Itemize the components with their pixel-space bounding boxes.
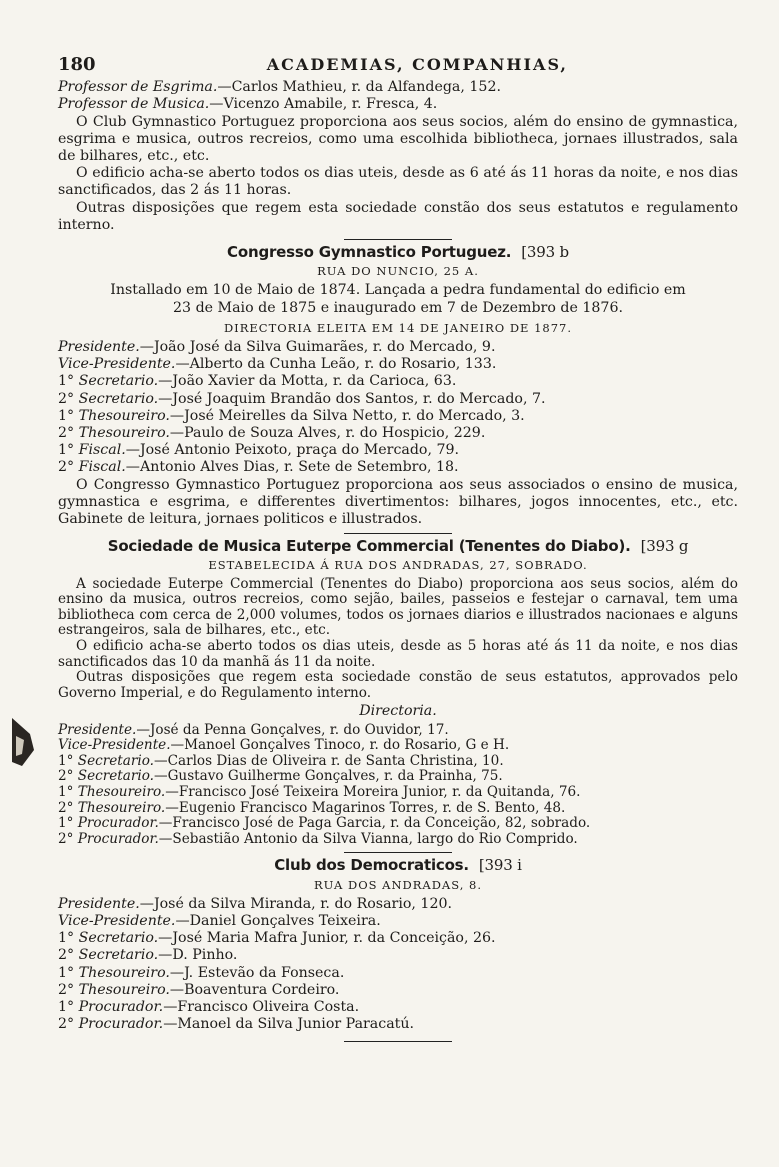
officer-line: 1° Secretario.—João Xavier da Motta, r. da Carioca, 63. bbox=[58, 373, 457, 390]
officer-line: 1° Secretario.—Carlos Dias de Oliveira r. de Santa Christina, 10. bbox=[58, 752, 504, 769]
officer-line: Vice-Presidente.—Manoel Gonçalves Tinoco, r. do Rosario, G e H. bbox=[58, 737, 510, 754]
section-title: Club dos Democraticos. [393 i bbox=[274, 856, 522, 875]
section-code: [393 g bbox=[640, 537, 689, 556]
install-line: Installado em 10 de Maio de 1874. Lançada a pedra fundamental do edificio em bbox=[110, 282, 686, 299]
officer-line: 1° Procurador.—Francisco Oliveira Costa. bbox=[58, 999, 360, 1016]
officer-line: 1° Secretario.—José Maria Mafra Junior, r. da Conceição, 26. bbox=[58, 930, 496, 947]
section-divider bbox=[344, 1041, 452, 1042]
officer-line: 2° Secretario.—José Joaquim Brandão dos Santos, r. do Mercado, 7. bbox=[58, 390, 546, 407]
officer-line: 2° Thesoureiro.—Boaventura Cordeiro. bbox=[58, 981, 340, 998]
paragraph: O Club Gymnastico Portuguez proporciona aos seus socios, além do ensino de gymnastica, esgrima e musica, outros recreios, como uma escolhida bibliotheca, jornaes illustrados, sala de bilhares, etc., etc. bbox=[58, 113, 738, 165]
officer-line: 1° Fiscal.—José Antonio Peixoto, praça do Mercado, 79. bbox=[58, 442, 460, 459]
section-euterpe bbox=[58, 538, 738, 847]
section-address: RUA DOS ANDRADAS, 8. bbox=[314, 877, 482, 892]
page-header bbox=[58, 56, 738, 73]
section-title: Sociedade de Musica Euterpe Commercial (Tenentes do Diabo). [393 g bbox=[107, 537, 689, 556]
paragraph: O Congresso Gymnastico Portuguez proporciona aos seus associados o ensino de musica, gymnastica e esgrima, e differentes divertimentos: bilhares, jogos innocentes, etc., etc. Gabinete de leitura, jornaes politicos e illustrados. bbox=[58, 476, 738, 528]
section-code: [393 i bbox=[478, 856, 522, 875]
officer-list bbox=[58, 896, 738, 1034]
paragraph: O edificio acha-se aberto todos os dias uteis, desde as 6 até ás 11 horas da noite, e nos dias sanctificados, das 2 ás 11 horas. bbox=[58, 165, 738, 199]
officer-line: 2° Thesoureiro.—Paulo de Souza Alves, r. do Hospicio, 229. bbox=[58, 425, 486, 442]
section-congresso bbox=[58, 244, 738, 528]
officer-line: 1° Thesoureiro.—José Meirelles da Silva Netto, r. do Mercado, 3. bbox=[58, 407, 525, 424]
section-title: Congresso Gymnastico Portuguez. [393 b bbox=[227, 243, 569, 262]
section-divider bbox=[344, 533, 452, 534]
paragraph: O edificio acha-se aberto todos os dias uteis, desde as 5 horas até ás 11 da noite, e nos dias sanctificados das 10 da manhã ás 11 da noite. bbox=[58, 638, 738, 670]
officer-list bbox=[58, 723, 738, 848]
officer-line: 2° Secretario.—Gustavo Guilherme Gonçalves, r. da Prainha, 75. bbox=[58, 768, 503, 785]
running-title: ACADEMIAS, COMPANHIAS, bbox=[266, 55, 568, 74]
book-page bbox=[58, 56, 738, 1046]
officer-line: 1° Thesoureiro.—Francisco José Teixeira Moreira Junior, r. da Quitanda, 76. bbox=[58, 784, 581, 801]
officer-line: 2° Procurador.—Manoel da Silva Junior Paracatú. bbox=[58, 1016, 415, 1033]
officer-line: Presidente.—José da Penna Gonçalves, r. do Ouvidor, 17. bbox=[58, 721, 449, 738]
board-heading: DIRECTORIA ELEITA EM 14 DE JANEIRO DE 1877. bbox=[223, 320, 573, 335]
officer-line: Presidente.—José da Silva Miranda, r. do Rosario, 120. bbox=[58, 895, 453, 912]
officer-line: Presidente.—João José da Silva Guimarães, r. do Mercado, 9. bbox=[58, 339, 496, 356]
officer-line: 2° Fiscal.—Antonio Alves Dias, r. Sete de Setembro, 18. bbox=[58, 459, 459, 476]
officer-line: 1° Thesoureiro.—J. Estevão da Fonseca. bbox=[58, 964, 345, 981]
officer-line: 2° Procurador.—Sebastião Antonio da Silva Vianna, largo do Rio Comprido. bbox=[58, 830, 578, 847]
officer-list bbox=[58, 339, 738, 477]
section-address: RUA DO NUNCIO, 25 A. bbox=[317, 264, 479, 279]
paragraph: Outras disposições que regem esta sociedade constão de seus estatutos, approvados pelo Governo Imperial, e do Regulamento interno. bbox=[58, 669, 738, 701]
section-divider bbox=[344, 852, 452, 853]
top-officers bbox=[58, 79, 738, 113]
officer-line: Vice-Presidente.—Alberto da Cunha Leão, r. do Rosario, 133. bbox=[58, 356, 497, 373]
officer-line: 2° Secretario.—D. Pinho. bbox=[58, 947, 238, 964]
officer-line: Professor de Musica.—Vicenzo Amabile, r. Fresca, 4. bbox=[58, 96, 438, 113]
board-heading: Directoria. bbox=[359, 703, 437, 720]
section-democraticos bbox=[58, 857, 738, 1033]
section-code: [393 b bbox=[521, 243, 569, 262]
officer-line: Vice-Presidente.—Daniel Gonçalves Teixeira. bbox=[58, 913, 381, 929]
officer-line: 1° Procurador.—Francisco José de Paga Garcia, r. da Conceição, 82, sobrado. bbox=[58, 815, 591, 832]
officer-line: Professor de Esgrima.—Carlos Mathieu, r. da Alfandega, 152. bbox=[58, 79, 501, 96]
paragraph: Outras disposições que regem esta sociedade constão dos seus estatutos e regulamento interno. bbox=[58, 199, 738, 233]
section-divider bbox=[344, 239, 452, 240]
install-line: 23 de Maio de 1875 e inaugurado em 7 de Dezembro de 1876. bbox=[173, 299, 623, 316]
section-address: ESTABELECIDA Á RUA DOS ANDRADAS, 27, SOBRADO. bbox=[208, 558, 588, 573]
paragraph: A sociedade Euterpe Commercial (Tenentes do Diabo) proporciona aos seus socios, além do ensino da musica, outros recreios, como sejão, bailes, passeios e festejar o carnaval, tem uma bibliotheca com cerca de 2,000 volumes, todos os jornaes diarios e illustrados nacionaes e alguns estrangeiros, sala de bilhares, etc., etc. bbox=[58, 575, 738, 639]
scan-edge-mark bbox=[10, 714, 36, 770]
officer-line: 2° Thesoureiro.—Eugenio Francisco Magarinos Torres, r. de S. Bento, 48. bbox=[58, 799, 566, 816]
page-number: 180 bbox=[58, 54, 96, 75]
